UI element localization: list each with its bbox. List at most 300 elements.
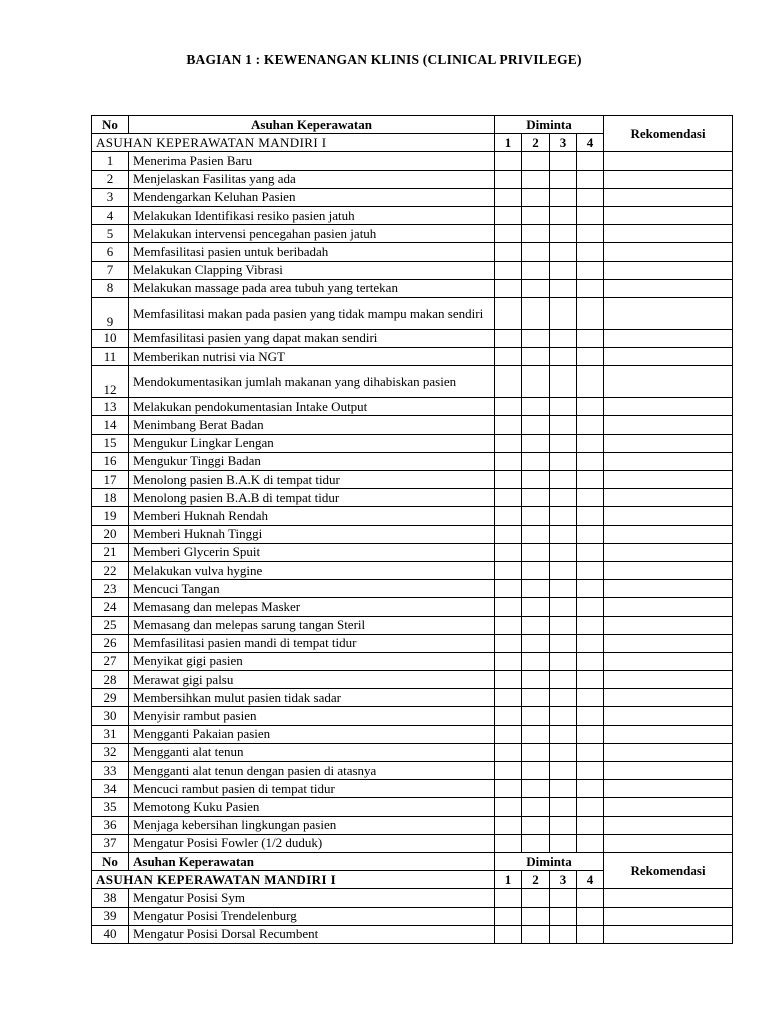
level-3-checkbox[interactable] [550,452,577,470]
level-2-checkbox[interactable] [522,366,550,398]
row-description: Memberikan nutrisi via NGT [129,348,495,366]
table-row [92,243,733,261]
rekomendasi-cell[interactable] [604,616,733,634]
level-4-checkbox[interactable] [577,243,604,261]
table-row [92,580,733,598]
level-4-checkbox[interactable] [577,188,604,206]
level-2-checkbox[interactable] [522,398,550,416]
level-4-checkbox[interactable] [577,348,604,366]
level-2-checkbox[interactable] [522,889,550,907]
level-1-checkbox[interactable] [495,279,522,297]
level-4-checkbox[interactable] [577,725,604,743]
table-row [92,598,733,616]
level-1-checkbox[interactable] [495,780,522,798]
level-1-checkbox[interactable] [495,798,522,816]
level-1-checkbox[interactable] [495,225,522,243]
level-1-checkbox[interactable] [495,707,522,725]
level-3-checkbox[interactable] [550,297,577,329]
level-4-checkbox[interactable] [577,616,604,634]
rekomendasi-cell[interactable] [604,489,733,507]
rekomendasi-cell[interactable] [604,580,733,598]
row-description: Melakukan pendokumentasian Intake Output [129,398,495,416]
level-2-2: 2 [522,871,550,889]
row-number: 2 [92,170,129,188]
rekomendasi-cell[interactable] [604,561,733,579]
level-3-checkbox[interactable] [550,170,577,188]
rekomendasi-cell[interactable] [604,798,733,816]
level-2-checkbox[interactable] [522,206,550,224]
level-2-checkbox[interactable] [522,471,550,489]
level-3-checkbox[interactable] [550,561,577,579]
rekomendasi-cell[interactable] [604,652,733,670]
level-2-checkbox[interactable] [522,489,550,507]
rekomendasi-cell[interactable] [604,261,733,279]
level-2-checkbox[interactable] [522,689,550,707]
rekomendasi-cell[interactable] [604,689,733,707]
level-1: 1 [495,134,522,152]
level-2-checkbox[interactable] [522,798,550,816]
level-3-checkbox[interactable] [550,471,577,489]
level-2-checkbox[interactable] [522,543,550,561]
level-1-checkbox[interactable] [495,206,522,224]
row-description: Mengukur Lingkar Lengan [129,434,495,452]
level-2-checkbox[interactable] [522,225,550,243]
row-description: Mencuci rambut pasien di tempat tidur [129,780,495,798]
table-row [92,489,733,507]
level-4-checkbox[interactable] [577,152,604,170]
level-4-checkbox[interactable] [577,925,604,943]
level-2-checkbox[interactable] [522,925,550,943]
rekomendasi-cell[interactable] [604,925,733,943]
row-description: Memberi Glycerin Spuit [129,543,495,561]
level-4-checkbox[interactable] [577,543,604,561]
level-3-checkbox[interactable] [550,243,577,261]
level-1-checkbox[interactable] [495,416,522,434]
level-1-checkbox[interactable] [495,452,522,470]
rekomendasi-cell[interactable] [604,297,733,329]
row-number: 27 [92,652,129,670]
table-row [92,543,733,561]
table-row [92,762,733,780]
level-3-checkbox[interactable] [550,652,577,670]
level-4-checkbox[interactable] [577,279,604,297]
rekomendasi-cell[interactable] [604,671,733,689]
table-row [92,743,733,761]
table-row [92,416,733,434]
level-4-checkbox[interactable] [577,762,604,780]
row-description: Mengukur Tinggi Badan [129,452,495,470]
level-1-checkbox[interactable] [495,188,522,206]
table-row [92,170,733,188]
row-description: Melakukan vulva hygine [129,561,495,579]
rekomendasi-cell[interactable] [604,398,733,416]
row-description: Mengganti alat tenun dengan pasien di atasnya [129,762,495,780]
level-4-checkbox[interactable] [577,297,604,329]
row-number: 40 [92,925,129,943]
level-4-checkbox[interactable] [577,434,604,452]
level-4-checkbox[interactable] [577,225,604,243]
row-number: 12 [92,366,129,398]
level-4-checkbox[interactable] [577,780,604,798]
rekomendasi-cell[interactable] [604,329,733,347]
level-1-checkbox[interactable] [495,543,522,561]
level-3-checkbox[interactable] [550,152,577,170]
level-3-checkbox[interactable] [550,279,577,297]
row-description: Memasang dan melepas sarung tangan Steril [129,616,495,634]
level-3-checkbox[interactable] [550,489,577,507]
row-number: 32 [92,743,129,761]
level-3-checkbox[interactable] [550,206,577,224]
row-number: 1 [92,152,129,170]
level-1-checkbox[interactable] [495,348,522,366]
level-2-checkbox[interactable] [522,188,550,206]
level-3-checkbox[interactable] [550,816,577,834]
level-4-checkbox[interactable] [577,707,604,725]
level-1-checkbox[interactable] [495,243,522,261]
level-4-checkbox[interactable] [577,689,604,707]
table-row [92,206,733,224]
level-3-checkbox[interactable] [550,416,577,434]
level-3-checkbox[interactable] [550,780,577,798]
row-description: Membersihkan mulut pasien tidak sadar [129,689,495,707]
table-row [92,225,733,243]
header-row-2 [92,852,733,870]
level-1-checkbox[interactable] [495,261,522,279]
rekomendasi-cell[interactable] [604,889,733,907]
row-description: Memotong Kuku Pasien [129,798,495,816]
level-2-checkbox[interactable] [522,152,550,170]
table-row [92,452,733,470]
level-1-checkbox[interactable] [495,170,522,188]
table-row [92,925,733,943]
level-1-checkbox[interactable] [495,329,522,347]
section-title-2: ASUHAN KEPERAWATAN MANDIRI I [92,871,495,889]
row-number: 22 [92,561,129,579]
level-4-checkbox[interactable] [577,329,604,347]
level-3-checkbox[interactable] [550,907,577,925]
level-1-checkbox[interactable] [495,489,522,507]
level-2-checkbox[interactable] [522,243,550,261]
rekomendasi-cell[interactable] [604,725,733,743]
level-4-checkbox[interactable] [577,471,604,489]
level-2-checkbox[interactable] [522,707,550,725]
table-row [92,798,733,816]
row-number: 13 [92,398,129,416]
level-2-checkbox[interactable] [522,170,550,188]
row-number: 19 [92,507,129,525]
table-row [92,816,733,834]
section-title: ASUHAN KEPERAWATAN MANDIRI I [92,134,495,152]
table-row [92,348,733,366]
rekomendasi-cell[interactable] [604,543,733,561]
level-3-checkbox[interactable] [550,798,577,816]
level-1-checkbox[interactable] [495,925,522,943]
level-4-checkbox[interactable] [577,907,604,925]
table-row [92,152,733,170]
table-row [92,398,733,416]
level-1-checkbox[interactable] [495,743,522,761]
level-2-checkbox[interactable] [522,907,550,925]
level-4-checkbox[interactable] [577,743,604,761]
rekomendasi-cell[interactable] [604,348,733,366]
rekomendasi-cell[interactable] [604,416,733,434]
row-number: 10 [92,329,129,347]
level-4-checkbox[interactable] [577,671,604,689]
row-number: 11 [92,348,129,366]
level-2-checkbox[interactable] [522,816,550,834]
rekomendasi-cell[interactable] [604,762,733,780]
row-description: Mencuci Tangan [129,580,495,598]
level-3-checkbox[interactable] [550,348,577,366]
level-3-checkbox[interactable] [550,329,577,347]
rekomendasi-cell[interactable] [604,279,733,297]
row-number: 4 [92,206,129,224]
level-1-checkbox[interactable] [495,689,522,707]
level-2-checkbox[interactable] [522,580,550,598]
row-description: Merawat gigi palsu [129,671,495,689]
level-3-checkbox[interactable] [550,689,577,707]
row-description: Mengatur Posisi Trendelenburg [129,907,495,925]
level-3: 3 [550,134,577,152]
table-row [92,780,733,798]
level-3-checkbox[interactable] [550,434,577,452]
level-3-checkbox[interactable] [550,598,577,616]
rekomendasi-cell[interactable] [604,507,733,525]
level-4-checkbox[interactable] [577,452,604,470]
row-description: Memfasilitasi pasien yang dapat makan sendiri [129,329,495,347]
rekomendasi-cell[interactable] [604,366,733,398]
header-rekomendasi: Rekomendasi [604,116,733,152]
row-number: 18 [92,489,129,507]
level-2-checkbox[interactable] [522,671,550,689]
level-1-checkbox[interactable] [495,525,522,543]
level-4-checkbox[interactable] [577,525,604,543]
row-description: Mengatur Posisi Sym [129,889,495,907]
level-2-checkbox[interactable] [522,507,550,525]
row-number: 16 [92,452,129,470]
rekomendasi-cell[interactable] [604,206,733,224]
level-3-checkbox[interactable] [550,725,577,743]
level-2-checkbox[interactable] [522,834,550,852]
level-3-checkbox[interactable] [550,925,577,943]
row-description: Menyikat gigi pasien [129,652,495,670]
rekomendasi-cell[interactable] [604,225,733,243]
table-row [92,279,733,297]
row-number: 33 [92,762,129,780]
row-description: Mengganti Pakaian pasien [129,725,495,743]
level-3-checkbox[interactable] [550,543,577,561]
level-3-checkbox[interactable] [550,580,577,598]
level-4-checkbox[interactable] [577,834,604,852]
rekomendasi-cell[interactable] [604,152,733,170]
level-1-checkbox[interactable] [495,634,522,652]
level-3-checkbox[interactable] [550,616,577,634]
level-1-checkbox[interactable] [495,297,522,329]
level-1-checkbox[interactable] [495,152,522,170]
level-1-checkbox[interactable] [495,725,522,743]
row-description: Menolong pasien B.A.K di tempat tidur [129,471,495,489]
header-row [92,116,733,134]
level-3-checkbox[interactable] [550,225,577,243]
level-1-2: 1 [495,871,522,889]
level-3-checkbox[interactable] [550,188,577,206]
header-diminta-2: Diminta [495,852,604,870]
level-2-checkbox[interactable] [522,261,550,279]
row-number: 24 [92,598,129,616]
row-number: 25 [92,616,129,634]
level-4-checkbox[interactable] [577,598,604,616]
level-2-checkbox[interactable] [522,762,550,780]
level-4-checkbox[interactable] [577,398,604,416]
table-row [92,671,733,689]
table-row [92,188,733,206]
row-number: 20 [92,525,129,543]
level-4-checkbox[interactable] [577,489,604,507]
level-4-checkbox[interactable] [577,206,604,224]
level-4-checkbox[interactable] [577,634,604,652]
row-description: Melakukan intervensi pencegahan pasien jatuh [129,225,495,243]
level-2-checkbox[interactable] [522,416,550,434]
level-3-checkbox[interactable] [550,743,577,761]
rekomendasi-cell[interactable] [604,243,733,261]
level-4-checkbox[interactable] [577,561,604,579]
row-description: Menerima Pasien Baru [129,152,495,170]
level-2-checkbox[interactable] [522,329,550,347]
level-1-checkbox[interactable] [495,816,522,834]
rekomendasi-cell[interactable] [604,780,733,798]
level-2-checkbox[interactable] [522,743,550,761]
level-2-checkbox[interactable] [522,525,550,543]
level-4-checkbox[interactable] [577,889,604,907]
level-1-checkbox[interactable] [495,598,522,616]
rekomendasi-cell[interactable] [604,452,733,470]
level-1-checkbox[interactable] [495,580,522,598]
row-number: 5 [92,225,129,243]
rekomendasi-cell[interactable] [604,170,733,188]
level-2: 2 [522,134,550,152]
level-2-checkbox[interactable] [522,652,550,670]
level-4-checkbox[interactable] [577,816,604,834]
level-1-checkbox[interactable] [495,652,522,670]
level-3-checkbox[interactable] [550,671,577,689]
level-2-checkbox[interactable] [522,616,550,634]
level-3-checkbox[interactable] [550,398,577,416]
row-number: 3 [92,188,129,206]
rekomendasi-cell[interactable] [604,471,733,489]
level-3-checkbox[interactable] [550,707,577,725]
level-3-checkbox[interactable] [550,834,577,852]
level-2-checkbox[interactable] [522,725,550,743]
header-asuhan: Asuhan Keperawatan [129,116,495,134]
level-1-checkbox[interactable] [495,434,522,452]
row-description: Menjelaskan Fasilitas yang ada [129,170,495,188]
level-4-checkbox[interactable] [577,366,604,398]
rekomendasi-cell[interactable] [604,598,733,616]
rekomendasi-cell[interactable] [604,188,733,206]
rekomendasi-cell[interactable] [604,816,733,834]
level-4-checkbox[interactable] [577,416,604,434]
level-1-checkbox[interactable] [495,671,522,689]
level-1-checkbox[interactable] [495,561,522,579]
level-3-checkbox[interactable] [550,507,577,525]
level-1-checkbox[interactable] [495,471,522,489]
level-2-checkbox[interactable] [522,561,550,579]
level-3-checkbox[interactable] [550,634,577,652]
rekomendasi-cell[interactable] [604,634,733,652]
level-4-checkbox[interactable] [577,170,604,188]
level-2-checkbox[interactable] [522,434,550,452]
table-row [92,652,733,670]
level-2-checkbox[interactable] [522,297,550,329]
level-4-checkbox[interactable] [577,580,604,598]
level-4-checkbox[interactable] [577,261,604,279]
row-description: Mendengarkan Keluhan Pasien [129,188,495,206]
row-number: 9 [92,297,129,329]
level-3-checkbox[interactable] [550,889,577,907]
level-1-checkbox[interactable] [495,366,522,398]
level-1-checkbox[interactable] [495,507,522,525]
table-row [92,907,733,925]
table-row [92,616,733,634]
row-number: 35 [92,798,129,816]
level-1-checkbox[interactable] [495,398,522,416]
row-number: 26 [92,634,129,652]
level-2-checkbox[interactable] [522,634,550,652]
level-2-checkbox[interactable] [522,279,550,297]
table-row [92,889,733,907]
header-diminta: Diminta [495,116,604,134]
row-description: Mengatur Posisi Dorsal Recumbent [129,925,495,943]
page-title: BAGIAN 1 : KEWENANGAN KLINIS (CLINICAL PRIVILEGE) [186,52,582,67]
level-3-checkbox[interactable] [550,762,577,780]
rekomendasi-cell[interactable] [604,434,733,452]
level-1-checkbox[interactable] [495,616,522,634]
level-1-checkbox[interactable] [495,889,522,907]
row-number: 37 [92,834,129,852]
level-2-checkbox[interactable] [522,452,550,470]
level-4-checkbox[interactable] [577,652,604,670]
level-3-checkbox[interactable] [550,525,577,543]
row-description: Mengganti alat tenun [129,743,495,761]
table-row [92,525,733,543]
rekomendasi-cell[interactable] [604,707,733,725]
row-description: Memasang dan melepas Masker [129,598,495,616]
row-description: Menyisir rambut pasien [129,707,495,725]
level-3-checkbox[interactable] [550,366,577,398]
row-description: Melakukan Clapping Vibrasi [129,261,495,279]
row-description: Menolong pasien B.A.B di tempat tidur [129,489,495,507]
level-4-checkbox[interactable] [577,507,604,525]
table-row [92,689,733,707]
level-3-checkbox[interactable] [550,261,577,279]
row-number: 6 [92,243,129,261]
level-2-checkbox[interactable] [522,780,550,798]
rekomendasi-cell[interactable] [604,907,733,925]
level-2-checkbox[interactable] [522,348,550,366]
row-number: 38 [92,889,129,907]
level-1-checkbox[interactable] [495,834,522,852]
table-row [92,329,733,347]
rekomendasi-cell[interactable] [604,743,733,761]
row-description: Mendokumentasikan jumlah makanan yang dihabiskan pasien [129,366,495,398]
level-4-checkbox[interactable] [577,798,604,816]
row-description: Melakukan massage pada area tubuh yang tertekan [129,279,495,297]
level-1-checkbox[interactable] [495,762,522,780]
level-1-checkbox[interactable] [495,907,522,925]
rekomendasi-cell[interactable] [604,525,733,543]
level-2-checkbox[interactable] [522,598,550,616]
rekomendasi-cell[interactable] [604,834,733,852]
